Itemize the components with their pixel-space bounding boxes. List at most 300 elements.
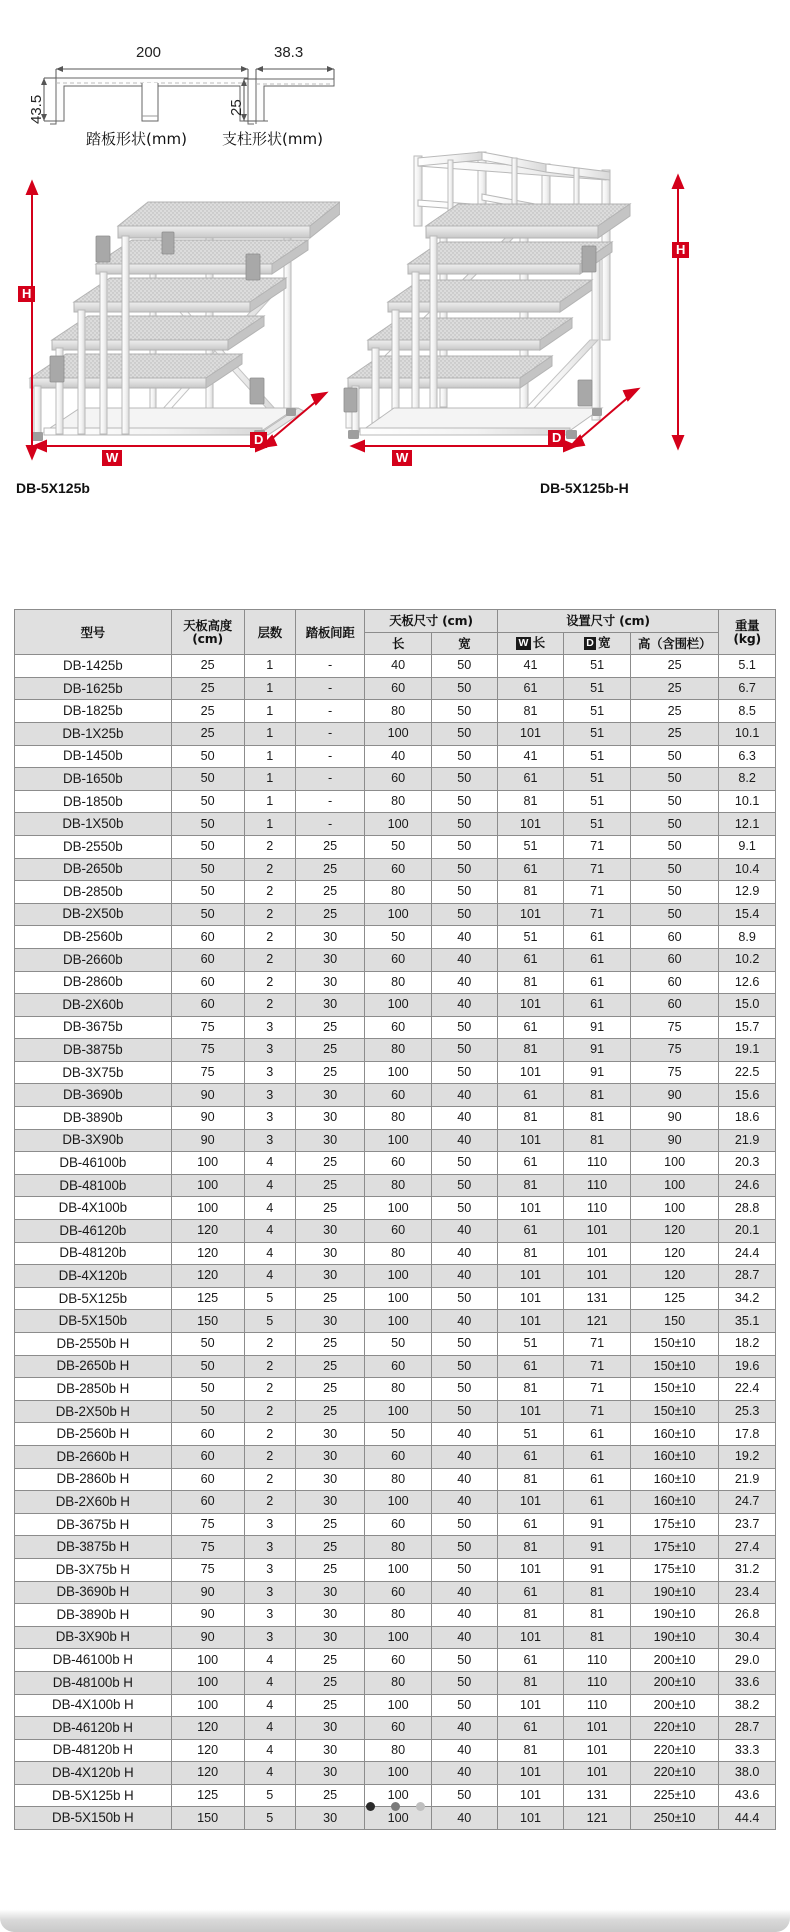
table-row bbox=[15, 1287, 776, 1310]
cell-model: DB-1625b bbox=[15, 677, 172, 700]
cell-set-height: 120 bbox=[630, 1265, 718, 1288]
support-profile-caption: 支柱形状(mm) bbox=[222, 130, 323, 148]
cell-top-height: 100 bbox=[171, 1671, 244, 1694]
cell-top-height: 90 bbox=[171, 1581, 244, 1604]
cell-set-length: 81 bbox=[497, 1671, 564, 1694]
cell-weight: 21.9 bbox=[719, 1468, 776, 1491]
cell-top-width: 50 bbox=[431, 1513, 497, 1536]
cell-top-length: 100 bbox=[365, 1807, 432, 1830]
cell-tread-gap: 30 bbox=[295, 1084, 364, 1107]
cell-tread-gap: 25 bbox=[295, 1061, 364, 1084]
cell-set-length: 41 bbox=[497, 655, 564, 678]
cell-set-height: 160±10 bbox=[630, 1423, 718, 1446]
header-weight-unit: (kg) bbox=[733, 631, 761, 647]
cell-top-length: 100 bbox=[365, 1694, 432, 1717]
cell-set-width: 71 bbox=[564, 858, 631, 881]
cell-set-length: 101 bbox=[497, 813, 564, 836]
cell-set-length: 81 bbox=[497, 1739, 564, 1762]
cell-top-length: 100 bbox=[365, 1762, 432, 1785]
table-row bbox=[15, 1717, 776, 1740]
cell-model: DB-5X125b H bbox=[15, 1784, 172, 1807]
header-set-height: 高（含围栏） bbox=[630, 632, 718, 655]
cell-model: DB-1450b bbox=[15, 745, 172, 768]
cell-top-height: 25 bbox=[171, 677, 244, 700]
cell-set-width: 71 bbox=[564, 1333, 631, 1356]
cell-set-length: 61 bbox=[497, 1016, 564, 1039]
cell-set-width: 71 bbox=[564, 1355, 631, 1378]
right-photo-w-label: W bbox=[392, 450, 412, 466]
cell-tread-gap: 25 bbox=[295, 1400, 364, 1423]
tread-profile-caption: 踏板形状(mm) bbox=[86, 130, 187, 148]
cell-set-width: 51 bbox=[564, 790, 631, 813]
cell-set-length: 101 bbox=[497, 994, 564, 1017]
cell-levels: 3 bbox=[244, 1129, 295, 1152]
header-top-height-unit: (cm) bbox=[192, 631, 223, 647]
cell-levels: 2 bbox=[244, 1400, 295, 1423]
cell-top-length: 60 bbox=[365, 1581, 432, 1604]
cell-model: DB-2550b bbox=[15, 835, 172, 858]
cell-top-width: 40 bbox=[431, 1491, 497, 1514]
cell-model: DB-3875b H bbox=[15, 1536, 172, 1559]
cell-model: DB-2660b H bbox=[15, 1445, 172, 1468]
table-body bbox=[15, 655, 776, 1830]
cell-top-height: 90 bbox=[171, 1129, 244, 1152]
cell-weight: 18.6 bbox=[719, 1107, 776, 1130]
cell-levels: 1 bbox=[244, 745, 295, 768]
cell-top-length: 80 bbox=[365, 790, 432, 813]
cell-top-width: 40 bbox=[431, 1581, 497, 1604]
cell-levels: 3 bbox=[244, 1039, 295, 1062]
cell-set-length: 51 bbox=[497, 1333, 564, 1356]
cell-top-height: 100 bbox=[171, 1197, 244, 1220]
cell-top-length: 100 bbox=[365, 1400, 432, 1423]
cell-top-height: 50 bbox=[171, 881, 244, 904]
cell-top-width: 50 bbox=[431, 1400, 497, 1423]
cell-top-width: 50 bbox=[431, 1061, 497, 1084]
cell-set-length: 101 bbox=[497, 1400, 564, 1423]
cell-levels: 2 bbox=[244, 1491, 295, 1514]
cell-levels: 4 bbox=[244, 1265, 295, 1288]
cell-set-height: 160±10 bbox=[630, 1491, 718, 1514]
cell-set-length: 81 bbox=[497, 971, 564, 994]
cell-top-width: 40 bbox=[431, 1220, 497, 1243]
cell-top-width: 50 bbox=[431, 1197, 497, 1220]
header-set-length bbox=[497, 632, 564, 655]
table-row bbox=[15, 790, 776, 813]
table-header bbox=[15, 610, 776, 655]
cell-top-width: 50 bbox=[431, 1287, 497, 1310]
tread-width-dimension: 200 bbox=[136, 44, 162, 61]
cell-top-width: 50 bbox=[431, 1536, 497, 1559]
cell-top-length: 100 bbox=[365, 903, 432, 926]
cell-top-height: 120 bbox=[171, 1717, 244, 1740]
cell-set-length: 61 bbox=[497, 1513, 564, 1536]
cell-top-width: 40 bbox=[431, 1445, 497, 1468]
table-row bbox=[15, 903, 776, 926]
cell-top-width: 50 bbox=[431, 903, 497, 926]
table-row bbox=[15, 768, 776, 791]
cell-model: DB-4X100b H bbox=[15, 1694, 172, 1717]
profile-diagrams-section bbox=[0, 0, 790, 150]
specification-table bbox=[14, 609, 776, 1830]
cell-tread-gap: 30 bbox=[295, 1604, 364, 1627]
cell-weight: 6.7 bbox=[719, 677, 776, 700]
cell-top-width: 40 bbox=[431, 1310, 497, 1333]
cell-model: DB-46100b bbox=[15, 1152, 172, 1175]
table-row bbox=[15, 1152, 776, 1175]
cell-set-height: 150±10 bbox=[630, 1333, 718, 1356]
cell-top-length: 60 bbox=[365, 1717, 432, 1740]
cell-model: DB-1425b bbox=[15, 655, 172, 678]
cell-levels: 1 bbox=[244, 813, 295, 836]
table-row bbox=[15, 722, 776, 745]
cell-weight: 10.1 bbox=[719, 722, 776, 745]
table-row bbox=[15, 813, 776, 836]
cell-set-width: 51 bbox=[564, 655, 631, 678]
cell-tread-gap: 25 bbox=[295, 1039, 364, 1062]
cell-set-height: 90 bbox=[630, 1084, 718, 1107]
cell-set-height: 25 bbox=[630, 677, 718, 700]
pagination-dots[interactable] bbox=[0, 1798, 790, 1816]
cell-top-length: 60 bbox=[365, 948, 432, 971]
cell-levels: 2 bbox=[244, 1445, 295, 1468]
cell-tread-gap: 25 bbox=[295, 903, 364, 926]
cell-set-length: 81 bbox=[497, 1604, 564, 1627]
cell-model: DB-2850b bbox=[15, 881, 172, 904]
cell-model: DB-3690b bbox=[15, 1084, 172, 1107]
table-row bbox=[15, 1445, 776, 1468]
cell-top-length: 60 bbox=[365, 768, 432, 791]
cell-levels: 2 bbox=[244, 948, 295, 971]
cell-top-length: 60 bbox=[365, 858, 432, 881]
pagination-dot-3[interactable] bbox=[416, 1802, 425, 1811]
cell-top-width: 50 bbox=[431, 745, 497, 768]
cell-top-length: 100 bbox=[365, 1287, 432, 1310]
header-top-size-group: 天板尺寸 (cm) bbox=[365, 610, 497, 633]
cell-set-width: 61 bbox=[564, 1423, 631, 1446]
cell-weight: 22.4 bbox=[719, 1378, 776, 1401]
cell-weight: 29.0 bbox=[719, 1649, 776, 1672]
cell-set-height: 220±10 bbox=[630, 1739, 718, 1762]
cell-levels: 1 bbox=[244, 655, 295, 678]
cell-top-height: 25 bbox=[171, 655, 244, 678]
cell-tread-gap: 25 bbox=[295, 1536, 364, 1559]
header-model: 型号 bbox=[15, 610, 172, 655]
cell-top-width: 50 bbox=[431, 1558, 497, 1581]
table-row bbox=[15, 1265, 776, 1288]
cell-top-width: 40 bbox=[431, 1604, 497, 1627]
cell-model: DB-4X100b bbox=[15, 1197, 172, 1220]
cell-top-width: 50 bbox=[431, 881, 497, 904]
cell-top-length: 60 bbox=[365, 1084, 432, 1107]
cell-top-height: 50 bbox=[171, 768, 244, 791]
cell-weight: 5.1 bbox=[719, 655, 776, 678]
table-row bbox=[15, 948, 776, 971]
cell-model: DB-3X90b H bbox=[15, 1626, 172, 1649]
cell-weight: 19.1 bbox=[719, 1039, 776, 1062]
cell-set-width: 51 bbox=[564, 745, 631, 768]
cell-model: DB-1X25b bbox=[15, 722, 172, 745]
cell-top-width: 40 bbox=[431, 1129, 497, 1152]
cell-set-length: 101 bbox=[497, 1197, 564, 1220]
cell-tread-gap: - bbox=[295, 677, 364, 700]
bottom-edge-strip bbox=[0, 1900, 790, 1932]
cell-weight: 15.0 bbox=[719, 994, 776, 1017]
cell-set-width: 101 bbox=[564, 1265, 631, 1288]
cell-set-height: 200±10 bbox=[630, 1694, 718, 1717]
right-photo-h-label: H bbox=[672, 242, 689, 258]
cell-top-length: 80 bbox=[365, 1671, 432, 1694]
cell-tread-gap: 25 bbox=[295, 1784, 364, 1807]
cell-set-height: 200±10 bbox=[630, 1671, 718, 1694]
cell-levels: 3 bbox=[244, 1604, 295, 1627]
cell-model: DB-2650b H bbox=[15, 1355, 172, 1378]
cell-tread-gap: - bbox=[295, 745, 364, 768]
table-row bbox=[15, 858, 776, 881]
product-photos-section bbox=[0, 150, 790, 500]
cell-weight: 9.1 bbox=[719, 835, 776, 858]
cell-levels: 1 bbox=[244, 700, 295, 723]
cell-top-height: 75 bbox=[171, 1558, 244, 1581]
pagination-dot-1[interactable] bbox=[366, 1802, 375, 1811]
cell-tread-gap: 25 bbox=[295, 1197, 364, 1220]
cell-model: DB-5X150b H bbox=[15, 1807, 172, 1830]
table-row bbox=[15, 1558, 776, 1581]
table-row bbox=[15, 1423, 776, 1446]
cell-top-length: 80 bbox=[365, 1604, 432, 1627]
cell-set-height: 75 bbox=[630, 1016, 718, 1039]
pagination-dot-2[interactable] bbox=[391, 1802, 400, 1811]
cell-weight: 20.1 bbox=[719, 1220, 776, 1243]
support-height-dimension: 25 bbox=[228, 99, 245, 116]
cell-tread-gap: 25 bbox=[295, 1016, 364, 1039]
cell-top-height: 60 bbox=[171, 1445, 244, 1468]
cell-weight: 22.5 bbox=[719, 1061, 776, 1084]
cell-top-width: 50 bbox=[431, 768, 497, 791]
cell-set-height: 175±10 bbox=[630, 1513, 718, 1536]
cell-top-height: 120 bbox=[171, 1739, 244, 1762]
cell-set-height: 150 bbox=[630, 1310, 718, 1333]
cell-model: DB-2650b bbox=[15, 858, 172, 881]
table-row bbox=[15, 1107, 776, 1130]
cell-top-height: 50 bbox=[171, 1378, 244, 1401]
cell-weight: 25.3 bbox=[719, 1400, 776, 1423]
cell-top-length: 100 bbox=[365, 1129, 432, 1152]
cell-set-width: 101 bbox=[564, 1717, 631, 1740]
cell-top-height: 150 bbox=[171, 1310, 244, 1333]
cell-top-height: 100 bbox=[171, 1152, 244, 1175]
table-row bbox=[15, 1129, 776, 1152]
cell-weight: 10.2 bbox=[719, 948, 776, 971]
cell-top-height: 60 bbox=[171, 926, 244, 949]
cell-set-width: 81 bbox=[564, 1084, 631, 1107]
cell-set-length: 81 bbox=[497, 1174, 564, 1197]
cell-top-length: 50 bbox=[365, 1333, 432, 1356]
table-row bbox=[15, 1016, 776, 1039]
cell-model: DB-2860b bbox=[15, 971, 172, 994]
cell-model: DB-46120b bbox=[15, 1220, 172, 1243]
cell-tread-gap: 25 bbox=[295, 1174, 364, 1197]
cell-top-width: 50 bbox=[431, 722, 497, 745]
cell-set-height: 120 bbox=[630, 1220, 718, 1243]
cell-set-width: 81 bbox=[564, 1129, 631, 1152]
table-row bbox=[15, 971, 776, 994]
cell-set-width: 81 bbox=[564, 1581, 631, 1604]
cell-set-length: 81 bbox=[497, 1468, 564, 1491]
cell-top-length: 80 bbox=[365, 1468, 432, 1491]
table-row bbox=[15, 745, 776, 768]
table-row bbox=[15, 1671, 776, 1694]
cell-set-length: 61 bbox=[497, 858, 564, 881]
cell-tread-gap: 25 bbox=[295, 1513, 364, 1536]
cell-set-length: 101 bbox=[497, 1762, 564, 1785]
cell-top-width: 40 bbox=[431, 926, 497, 949]
cell-levels: 2 bbox=[244, 1378, 295, 1401]
cell-tread-gap: 30 bbox=[295, 1468, 364, 1491]
cell-weight: 10.4 bbox=[719, 858, 776, 881]
table-row bbox=[15, 926, 776, 949]
cell-top-height: 120 bbox=[171, 1762, 244, 1785]
header-tread-gap: 踏板间距 bbox=[295, 610, 364, 655]
cell-top-width: 40 bbox=[431, 1807, 497, 1830]
tread-height-dimension: 43.5 bbox=[28, 94, 45, 124]
cell-tread-gap: 25 bbox=[295, 1152, 364, 1175]
cell-top-length: 80 bbox=[365, 1378, 432, 1401]
cell-set-width: 71 bbox=[564, 835, 631, 858]
cell-model: DB-3X75b H bbox=[15, 1558, 172, 1581]
cell-levels: 1 bbox=[244, 768, 295, 791]
table-row bbox=[15, 677, 776, 700]
cell-set-width: 81 bbox=[564, 1626, 631, 1649]
table-row bbox=[15, 1626, 776, 1649]
cell-top-width: 40 bbox=[431, 1717, 497, 1740]
cell-top-height: 50 bbox=[171, 1355, 244, 1378]
cell-top-width: 40 bbox=[431, 971, 497, 994]
cell-set-width: 71 bbox=[564, 903, 631, 926]
cell-weight: 8.2 bbox=[719, 768, 776, 791]
cell-levels: 4 bbox=[244, 1152, 295, 1175]
table-row bbox=[15, 1061, 776, 1084]
table-row bbox=[15, 1039, 776, 1062]
cell-weight: 33.3 bbox=[719, 1739, 776, 1762]
header-weight bbox=[719, 610, 776, 655]
cell-tread-gap: 25 bbox=[295, 1649, 364, 1672]
cell-set-height: 75 bbox=[630, 1039, 718, 1062]
cell-model: DB-5X125b bbox=[15, 1287, 172, 1310]
cell-top-length: 60 bbox=[365, 1355, 432, 1378]
cell-set-height: 25 bbox=[630, 700, 718, 723]
table-row bbox=[15, 1536, 776, 1559]
cell-weight: 34.2 bbox=[719, 1287, 776, 1310]
cell-set-length: 61 bbox=[497, 1152, 564, 1175]
cell-model: DB-2X50b H bbox=[15, 1400, 172, 1423]
cell-set-length: 101 bbox=[497, 1784, 564, 1807]
cell-top-length: 40 bbox=[365, 655, 432, 678]
cell-set-height: 120 bbox=[630, 1242, 718, 1265]
cell-top-width: 40 bbox=[431, 1739, 497, 1762]
cell-top-width: 50 bbox=[431, 1694, 497, 1717]
cell-top-length: 100 bbox=[365, 994, 432, 1017]
cell-set-height: 50 bbox=[630, 813, 718, 836]
cell-levels: 2 bbox=[244, 971, 295, 994]
table-row bbox=[15, 1694, 776, 1717]
cell-weight: 15.7 bbox=[719, 1016, 776, 1039]
cell-top-length: 80 bbox=[365, 1242, 432, 1265]
cell-top-length: 50 bbox=[365, 835, 432, 858]
cell-weight: 26.8 bbox=[719, 1604, 776, 1627]
cell-set-width: 101 bbox=[564, 1762, 631, 1785]
table-row bbox=[15, 1400, 776, 1423]
cell-top-length: 100 bbox=[365, 1491, 432, 1514]
cell-weight: 24.7 bbox=[719, 1491, 776, 1514]
cell-set-width: 81 bbox=[564, 1604, 631, 1627]
cell-model: DB-3675b bbox=[15, 1016, 172, 1039]
cell-top-length: 100 bbox=[365, 1626, 432, 1649]
table-row bbox=[15, 881, 776, 904]
cell-weight: 31.2 bbox=[719, 1558, 776, 1581]
cell-model: DB-5X150b bbox=[15, 1310, 172, 1333]
cell-top-height: 100 bbox=[171, 1694, 244, 1717]
cell-top-height: 50 bbox=[171, 1333, 244, 1356]
cell-top-height: 75 bbox=[171, 1016, 244, 1039]
support-profile-diagram bbox=[222, 36, 352, 148]
cell-set-width: 61 bbox=[564, 948, 631, 971]
table-row bbox=[15, 1242, 776, 1265]
table-row bbox=[15, 1581, 776, 1604]
cell-set-height: 190±10 bbox=[630, 1626, 718, 1649]
cell-levels: 3 bbox=[244, 1558, 295, 1581]
table-row bbox=[15, 1220, 776, 1243]
cell-set-width: 110 bbox=[564, 1152, 631, 1175]
right-photo-d-label: D bbox=[548, 430, 565, 446]
cell-tread-gap: 30 bbox=[295, 1717, 364, 1740]
cell-set-length: 51 bbox=[497, 835, 564, 858]
cell-levels: 4 bbox=[244, 1174, 295, 1197]
cell-tread-gap: 25 bbox=[295, 858, 364, 881]
cell-set-height: 250±10 bbox=[630, 1807, 718, 1830]
cell-top-width: 40 bbox=[431, 1084, 497, 1107]
cell-top-width: 50 bbox=[431, 1152, 497, 1175]
cell-top-height: 50 bbox=[171, 813, 244, 836]
cell-top-height: 150 bbox=[171, 1807, 244, 1830]
cell-top-length: 100 bbox=[365, 1197, 432, 1220]
cell-top-height: 90 bbox=[171, 1626, 244, 1649]
cell-top-height: 50 bbox=[171, 1400, 244, 1423]
cell-set-width: 121 bbox=[564, 1310, 631, 1333]
cell-top-height: 90 bbox=[171, 1107, 244, 1130]
cell-top-height: 75 bbox=[171, 1536, 244, 1559]
cell-set-width: 91 bbox=[564, 1016, 631, 1039]
table-row bbox=[15, 1604, 776, 1627]
left-photo-d-label: D bbox=[250, 432, 267, 448]
cell-top-width: 40 bbox=[431, 1762, 497, 1785]
cell-top-height: 120 bbox=[171, 1242, 244, 1265]
cell-tread-gap: - bbox=[295, 768, 364, 791]
cell-set-height: 50 bbox=[630, 881, 718, 904]
table-row bbox=[15, 1084, 776, 1107]
cell-top-height: 125 bbox=[171, 1287, 244, 1310]
cell-set-length: 101 bbox=[497, 1129, 564, 1152]
cell-set-width: 91 bbox=[564, 1536, 631, 1559]
cell-tread-gap: 25 bbox=[295, 1355, 364, 1378]
cell-top-width: 50 bbox=[431, 1671, 497, 1694]
cell-set-length: 61 bbox=[497, 1649, 564, 1672]
table-row bbox=[15, 655, 776, 678]
cell-top-width: 40 bbox=[431, 1423, 497, 1446]
table-row bbox=[15, 1468, 776, 1491]
specification-table-container bbox=[14, 609, 776, 1830]
cell-set-length: 101 bbox=[497, 1061, 564, 1084]
